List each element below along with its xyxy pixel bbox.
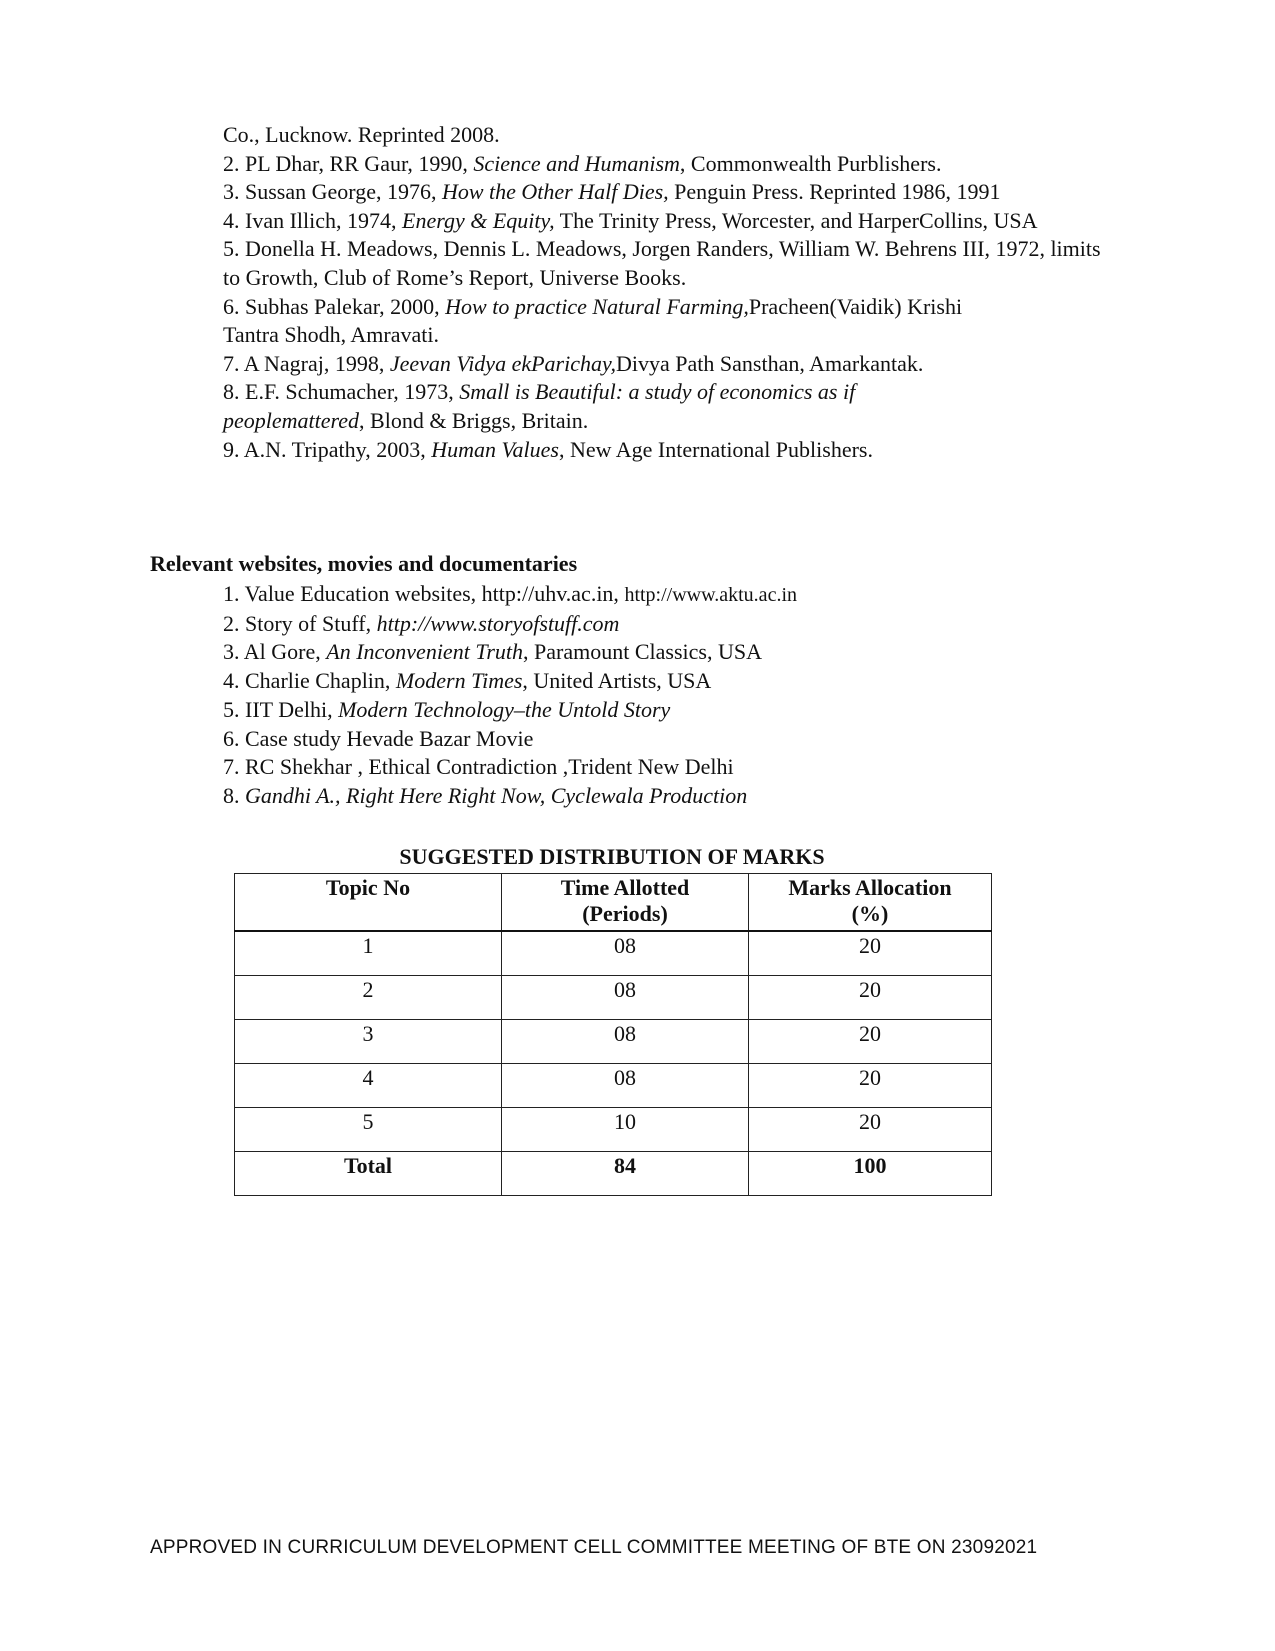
- reference-title: Small is Beautiful: a study of economics as if peoplemattered: [223, 379, 856, 433]
- reference-item: 9. A.N. Tripathy, 2003, Human Values, New Age International Publishers.: [223, 436, 873, 462]
- cell-time: 08: [502, 1020, 749, 1064]
- website-link: http://www.storyofstuff.com: [376, 610, 620, 636]
- cell-marks: 20: [749, 931, 992, 976]
- media-title: Modern Times: [395, 668, 523, 694]
- cell-time: 10: [502, 1108, 749, 1152]
- cell-topic: 4: [235, 1064, 502, 1108]
- cell-time: 08: [502, 976, 749, 1020]
- table-row: [235, 1108, 992, 1152]
- total-time: 84: [502, 1152, 749, 1196]
- media-item: 8. Gandhi A., Right Here Right Now, Cyclewala Production: [223, 782, 748, 808]
- total-marks: 100: [749, 1152, 992, 1196]
- table-row: [235, 976, 992, 1020]
- reference-title: Human Values: [431, 436, 559, 462]
- reference-title: Science and Humanism: [473, 150, 680, 176]
- media-title: Gandhi A., Right Here Right Now, Cyclewala Production: [245, 782, 748, 808]
- reference-title: How the Other Half Dies,: [441, 179, 669, 205]
- reference-item: 3. Sussan George, 1976, How the Other Half Dies, Penguin Press. Reprinted 1986, 1991: [223, 179, 1001, 205]
- reference-item: 8. E.F. Schumacher, 1973, Small is Beautiful: a study of economics as if peoplemattered, Blond & Briggs, Britain.: [223, 379, 856, 433]
- table-header-row: [235, 874, 992, 932]
- media-item: 1. Value Education websites, http://uhv.ac.in, http://www.aktu.ac.in: [223, 581, 797, 606]
- header-time-allotted: Time Allotted (Periods): [502, 874, 749, 932]
- media-item: 3. Al Gore, An Inconvenient Truth, Paramount Classics, USA: [223, 639, 762, 665]
- table-row: [235, 931, 992, 976]
- approval-footer: APPROVED IN CURRICULUM DEVELOPMENT CELL COMMITTEE MEETING OF BTE ON 23092021: [150, 1537, 1038, 1558]
- reference-title: Jeevan Vidya ekParichay,: [389, 350, 617, 376]
- media-section-heading: Relevant websites, movies and documentaries: [150, 551, 578, 576]
- cell-time: 08: [502, 1064, 749, 1108]
- table-row: [235, 1020, 992, 1064]
- total-label: Total: [235, 1152, 502, 1196]
- reference-title: How to practice Natural Farming,: [445, 293, 749, 319]
- reference-item: 5. Donella H. Meadows, Dennis L. Meadows, Jorgen Randers, William W. Behrens III, 1972, limits to Growth, Club of Rome’s Report, Universe Books.: [223, 236, 1101, 290]
- reference-item: 6. Subhas Palekar, 2000, How to practice Natural Farming,Pracheen(Vaidik) Krishi Tantra Shodh, Amravati.: [223, 293, 963, 348]
- website-link: http://www.aktu.ac.in: [624, 584, 797, 606]
- media-list: [223, 580, 1123, 811]
- reference-item: Co., Lucknow. Reprinted 2008.: [223, 122, 500, 147]
- cell-topic: 1: [235, 931, 502, 976]
- media-item: 6. Case study Hevade Bazar Movie: [223, 725, 534, 751]
- cell-topic: 3: [235, 1020, 502, 1064]
- header-topic-no: Topic No: [235, 874, 502, 932]
- cell-topic: 5: [235, 1108, 502, 1152]
- cell-marks: 20: [749, 1020, 992, 1064]
- cell-marks: 20: [749, 976, 992, 1020]
- marks-distribution-table: [234, 873, 992, 1196]
- reference-title: Energy & Equity,: [402, 207, 555, 233]
- media-title: Modern Technology–the Untold Story: [338, 696, 671, 722]
- cell-marks: 20: [749, 1064, 992, 1108]
- media-item: 2. Story of Stuff, http://www.storyofstuff.com: [223, 610, 620, 636]
- media-item: 4. Charlie Chaplin, Modern Times, United Artists, USA: [223, 668, 712, 694]
- reference-item: 2. PL Dhar, RR Gaur, 1990, Science and Humanism, Commonwealth Purblishers.: [223, 150, 942, 176]
- cell-marks: 20: [749, 1108, 992, 1152]
- media-item: 5. IIT Delhi, Modern Technology–the Untold Story: [223, 696, 671, 722]
- reference-list: [223, 121, 1123, 464]
- header-marks-allocation: Marks Allocation (%): [749, 874, 992, 932]
- reference-item: 4. Ivan Illich, 1974, Energy & Equity, The Trinity Press, Worcester, and HarperCollins, USA: [223, 207, 1038, 233]
- table-row: [235, 1064, 992, 1108]
- cell-topic: 2: [235, 976, 502, 1020]
- media-title: An Inconvenient Truth: [326, 639, 524, 665]
- table-total-row: [235, 1152, 992, 1196]
- media-item: 7. RC Shekhar , Ethical Contradiction ,Trident New Delhi: [223, 754, 734, 780]
- reference-item: 7. A Nagraj, 1998, Jeevan Vidya ekParichay,Divya Path Sansthan, Amarkantak.: [223, 350, 924, 376]
- cell-time: 08: [502, 931, 749, 976]
- marks-table-title: SUGGESTED DISTRIBUTION OF MARKS: [399, 844, 825, 869]
